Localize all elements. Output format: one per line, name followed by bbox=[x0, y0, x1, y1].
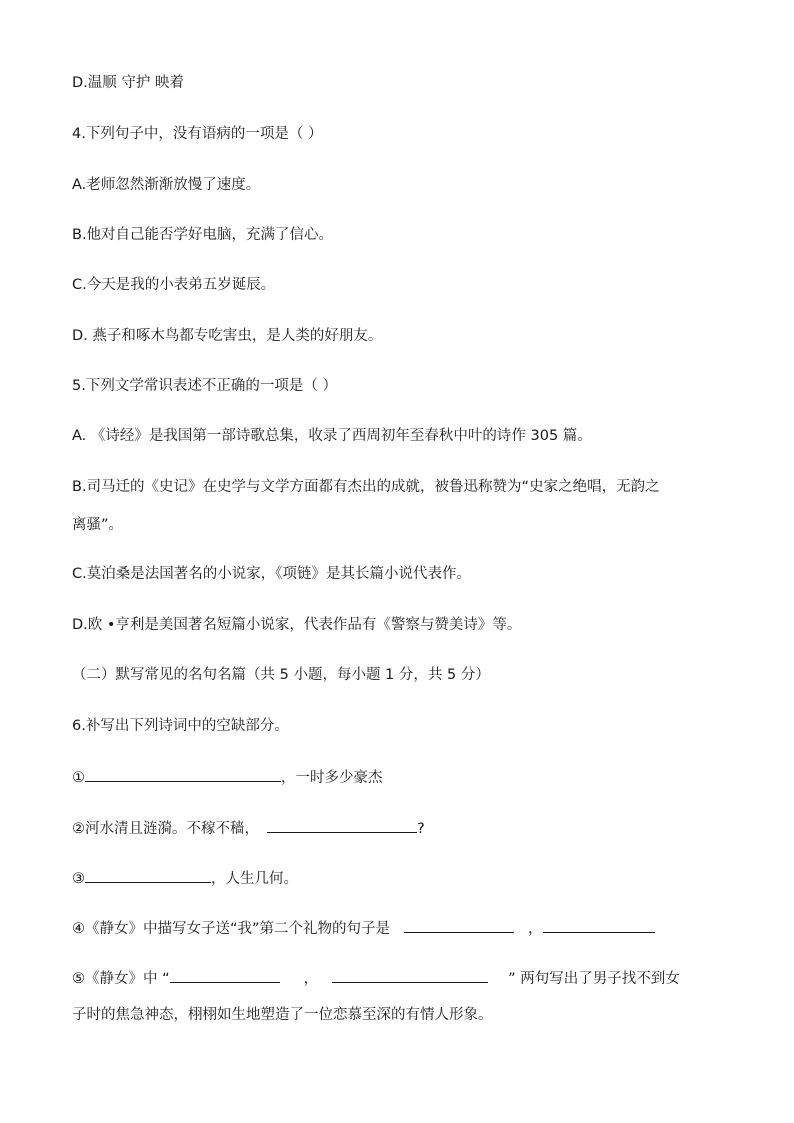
q6-4-comma: ， bbox=[528, 921, 543, 937]
answer-blank[interactable] bbox=[170, 967, 280, 983]
q6-5-text: ⑤《静女》中 “ bbox=[72, 971, 170, 987]
item-marker: ① bbox=[72, 770, 85, 786]
q6-5-comma: ， bbox=[303, 971, 319, 987]
q4-option-d: D. 燕子和啄木鸟都专吃害虫，是人类的好朋友。 bbox=[72, 328, 383, 344]
q5-stem: 5.下列文学常识表述不正确的一项是（ ） bbox=[72, 378, 337, 394]
q6-item-5-line2: 子时的焦急神态，栩栩如生地塑造了一位恋慕至深的有情人形象。 bbox=[72, 1007, 493, 1023]
answer-blank[interactable] bbox=[543, 917, 655, 933]
q6-item-3 bbox=[72, 867, 298, 889]
q6-item-5 bbox=[72, 967, 680, 989]
q6-1-text: ，一时多少豪杰 bbox=[281, 770, 383, 786]
answer-blank[interactable] bbox=[85, 766, 281, 782]
answer-blank[interactable] bbox=[332, 967, 488, 983]
q6-2-text: ②河水清且涟漪。不稼不穑， bbox=[72, 821, 259, 837]
q5-option-b-line1: B.司马迁的《史记》在史学与文学方面都有杰出的成就，被鲁迅称赞为“史家之绝唱，无韵之 bbox=[72, 479, 660, 495]
q4-stem: 4.下列句子中，没有语病的一项是（ ） bbox=[72, 126, 323, 142]
item-marker: ③ bbox=[72, 871, 85, 887]
q5-option-b-line2: 离骚”。 bbox=[72, 517, 124, 533]
q6-item-2 bbox=[72, 817, 425, 839]
q6-4-text: ④《静女》中描写女子送“我”第二个礼物的句子是 bbox=[72, 921, 391, 937]
q5-option-d: D.欧 •亨利是美国著名短篇小说家，代表作品有《警察与赞美诗》等。 bbox=[72, 617, 522, 633]
answer-blank[interactable] bbox=[404, 917, 514, 933]
q3-option-d: D.温顺 守护 映着 bbox=[72, 75, 184, 91]
q6-5-text-end: ” 两句写出了男子找不到女 bbox=[508, 971, 680, 987]
q6-item-4 bbox=[72, 917, 655, 939]
q4-option-a: A.老师忽然渐渐放慢了速度。 bbox=[72, 177, 261, 193]
answer-blank[interactable] bbox=[267, 817, 417, 833]
q6-2-end: ? bbox=[417, 821, 425, 837]
answer-blank[interactable] bbox=[85, 867, 211, 883]
q6-item-1 bbox=[72, 766, 383, 788]
q6-stem: 6.补写出下列诗词中的空缺部分。 bbox=[72, 718, 289, 734]
q5-option-a: A. 《诗经》是我国第一部诗歌总集，收录了西周初年至春秋中叶的诗作 305 篇。 bbox=[72, 428, 592, 444]
q6-3-text: ，人生几何。 bbox=[211, 871, 298, 887]
q5-option-c: C.莫泊桑是法国著名的小说家，《项链》是其长篇小说代表作。 bbox=[72, 566, 471, 582]
section-2-heading: （二）默写常见的名句名篇（共 5 小题，每小题 1 分，共 5 分） bbox=[72, 667, 490, 683]
q4-option-c: C.今天是我的小表弟五岁诞辰。 bbox=[72, 277, 276, 293]
q4-option-b: B.他对自己能否学好电脑，充满了信心。 bbox=[72, 227, 334, 243]
